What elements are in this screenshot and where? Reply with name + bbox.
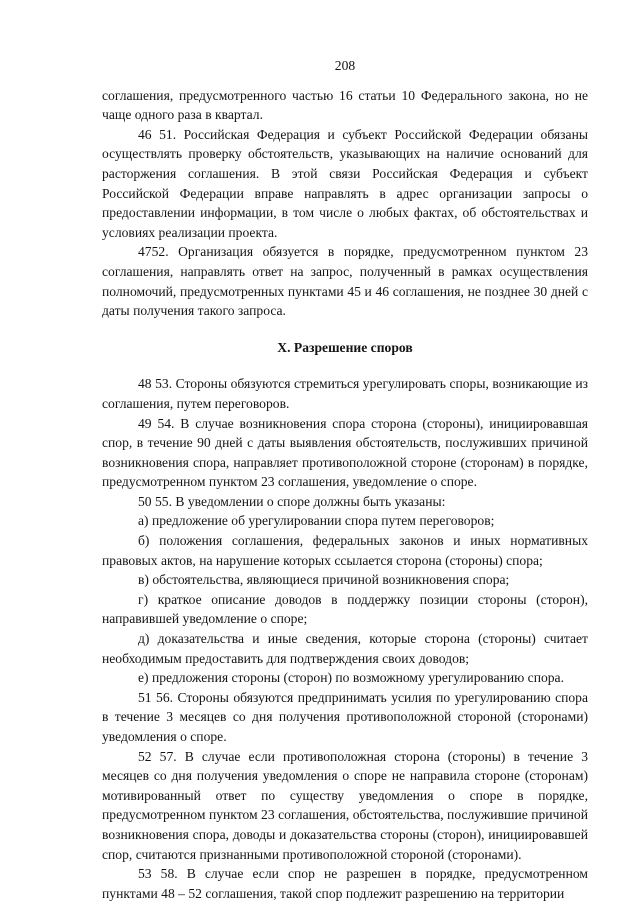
paragraph: д) доказательства и иные сведения, которые сторона (стороны) считает необходимым предоставить для подтверждения своих доводов;: [102, 631, 588, 666]
paragraphs-before-heading: [102, 86, 588, 321]
paragraph: 48 53. Стороны обязуются стремиться урегулировать споры, возникающие из соглашения, путем переговоров.: [102, 376, 588, 411]
paragraphs-after-heading: [102, 374, 588, 903]
page-number: 208: [334, 58, 356, 73]
paragraph: б) положения соглашения, федеральных законов и иных нормативных правовых актов, на нарушение которых ссылается сторона (стороны) спора;: [102, 533, 588, 568]
paragraph: 4752. Организация обязуется в порядке, предусмотренном пунктом 23 соглашения, направлять ответ на запрос, полученный в рамках осуществления полномочий, предусмотренных пунктами 45 и 46 соглашения, не позднее 30 дней с даты получения такого запроса.: [102, 244, 588, 319]
paragraph: г) краткое описание доводов в поддержку позиции стороны (сторон), направившей уведомление о споре;: [102, 591, 588, 627]
section-heading: X. Разрешение споров: [277, 339, 413, 355]
paragraph: 52 57. В случае если противоположная сторона (стороны) в течение 3 месяцев со дня получения уведомления о споре не направила стороне (сторонам) мотивированный ответ по существу уведомления о споре в порядке, предусмотренном пунктом 23 соглашения, обстоятельства, послужившие причиной возникновения спора, доводы и доказательства стороны (сторон), инициировавшей спор, считаются признанными противоположной стороной (сторонами).: [102, 748, 588, 862]
paragraph: 50 55. В уведомлении о споре должны быть указаны:: [138, 493, 446, 509]
paragraph: 53 58. В случае если спор не разрешен в порядке, предусмотренном пунктами 48 – 52 соглашения, такой спор подлежит разрешению на территории: [102, 866, 588, 901]
paragraph: е) предложения стороны (сторон) по возможному урегулированию спора.: [138, 670, 564, 686]
paragraph: а) предложение об урегулировании спора путем переговоров;: [138, 513, 495, 529]
paragraph: 49 54. В случае возникновения спора сторона (стороны), инициировавшая спор, в течение 90 дней с даты выявления обстоятельств, послуживших причиной возникновения спора, направляет противоположной стороне (сторонам) в порядке, предусмотренном пунктом 23 соглашения, уведомление о споре.: [102, 415, 588, 490]
paragraph: 51 56. Стороны обязуются предпринимать усилия по урегулированию спора в течение 3 месяцев со дня получения противоположной стороной (сторонами) уведомления о споре.: [102, 689, 588, 744]
paragraph: 46 51. Российская Федерация и субъект Российской Федерации обязаны осуществлять проверку обстоятельств, указывающих на наличие оснований для расторжения соглашения. В этой связи Российская Федерация и субъект Российской Федерации вправе направлять в адрес организации запросы о предоставлении информации, в том числе о любых фактах, об обстоятельствах и условиях реализации проекта.: [102, 126, 588, 240]
document-page: [102, 56, 588, 903]
paragraph: соглашения, предусмотренного частью 16 статьи 10 Федерального закона, но не чаще одного раза в квартал.: [102, 87, 588, 123]
paragraph: в) обстоятельства, являющиеся причиной возникновения спора;: [138, 572, 510, 588]
